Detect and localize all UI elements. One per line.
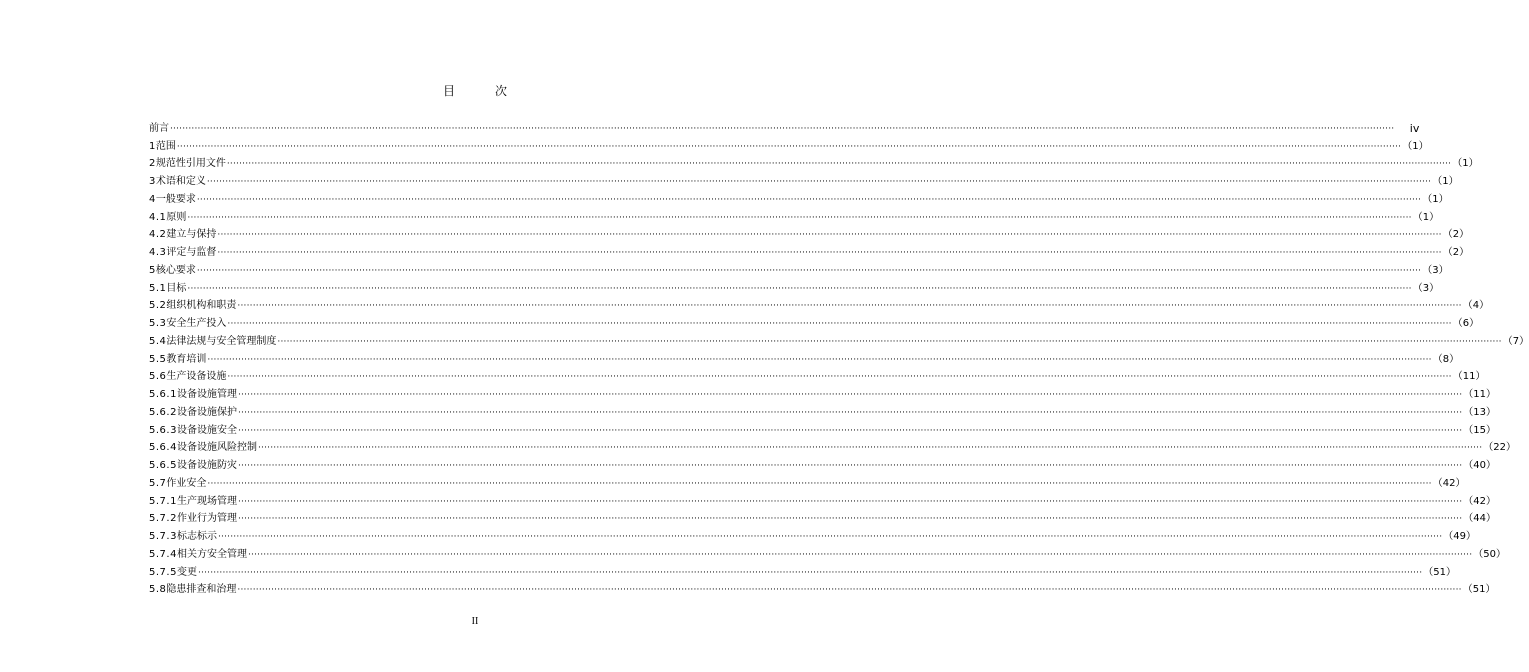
toc-entry-title: 标志标示 — [176, 531, 217, 542]
toc-entry-title: 设备设施防灾 — [176, 460, 237, 471]
toc-entry-title: 评定与监督 — [166, 247, 217, 258]
dot-leader: ················································································································································································································································································································································································································ — [217, 532, 1443, 542]
toc-entry-number: 5.4 — [149, 335, 167, 347]
toc-entry-number: 5.2 — [149, 300, 167, 312]
toc-entry-number: 5.7.2 — [149, 513, 177, 525]
toc-entry[interactable] — [149, 224, 1470, 242]
toc-entry[interactable] — [149, 206, 1440, 224]
toc-entry[interactable] — [149, 561, 1457, 579]
toc-entry-page: iv — [1409, 121, 1420, 135]
toc-entry-title: 前言 — [149, 122, 169, 134]
dot-leader: ················································································································································································································································································································································································································ — [227, 372, 1452, 383]
toc-entry-title: 隐患排查和治理 — [166, 584, 237, 596]
toc-entry-title: 相关方安全管理 — [176, 548, 247, 560]
toc-entry-number: 3 — [149, 176, 156, 187]
dot-leader: ················································································································································································································································································································································································································ — [257, 443, 1483, 454]
toc-entry[interactable] — [149, 135, 1429, 153]
toc-entry[interactable] — [149, 419, 1497, 437]
toc-entry[interactable] — [149, 383, 1497, 401]
toc-entry-page: （7） — [1502, 335, 1529, 347]
toc-entry-number: 5.7.3 — [149, 531, 177, 542]
dot-leader: ················································································································································································································································································································································································································ — [207, 478, 1432, 489]
toc-entry-number: 5.7.1 — [149, 495, 177, 507]
dot-leader: ················································································································································································································································································································································································································ — [237, 301, 1462, 312]
toc-entry-title: 变更 — [176, 566, 197, 578]
dot-leader: ················································································································································································································································································································································································································ — [170, 123, 1395, 134]
dot-leader: ················································································································································································································································································································································································································ — [237, 585, 1462, 596]
dot-leader: ················································································································································································································································································································································································································ — [227, 319, 1452, 329]
toc-entry-title: 术语和定义 — [155, 176, 206, 187]
toc-entry-page: （50） — [1473, 548, 1507, 560]
toc-entry-number: 5.6.3 — [149, 424, 177, 436]
dot-leader: ················································································································································································································································································································································································································ — [237, 461, 1463, 471]
toc-entry-page: （2） — [1442, 247, 1470, 258]
toc-entry-page: （40） — [1463, 460, 1497, 471]
toc-entry[interactable] — [149, 401, 1497, 419]
dot-leader: ················································································································································································································································································································································································································ — [237, 390, 1463, 400]
toc-entry[interactable] — [149, 508, 1497, 526]
dot-leader: ················································································································································································································································································································································································································ — [206, 177, 1432, 187]
toc-entry-number: 5.1 — [149, 282, 167, 294]
toc-entry[interactable] — [149, 579, 1496, 597]
toc-entry-number: 4.1 — [149, 211, 167, 223]
toc-entry-number: 2 — [149, 158, 156, 170]
toc-entry-title: 设备设施安全 — [176, 424, 237, 436]
toc-heading — [0, 82, 950, 99]
dot-leader: ················································································································································································································································································································································································································ — [187, 283, 1412, 294]
toc-entry-page: （15） — [1463, 424, 1497, 436]
dot-leader: ················································································································································································································································································································································································································ — [207, 354, 1432, 365]
toc-heading-left: 目 — [442, 84, 455, 98]
toc-entry-number: 5.7.5 — [149, 566, 177, 578]
dot-leader: ················································································································································································································································································································································································································ — [196, 194, 1422, 205]
toc-entry[interactable] — [149, 117, 1420, 135]
toc-entry-page: （44） — [1463, 513, 1497, 525]
dot-leader: ················································································································································································································································································································································································································ — [237, 407, 1463, 418]
toc-entry-number: 5.3 — [149, 318, 167, 329]
toc-entry-number: 1 — [149, 140, 156, 152]
toc-entry-page: （4） — [1462, 300, 1490, 312]
toc-entry-page: （1） — [1422, 193, 1449, 205]
toc-entry-title: 作业行为管理 — [176, 513, 237, 525]
toc-entry[interactable] — [149, 277, 1440, 295]
toc-entry[interactable] — [149, 472, 1466, 490]
toc-entry-page: （1） — [1412, 211, 1440, 223]
toc-entry-title: 法律法规与安全管理制度 — [166, 335, 277, 347]
toc-entry-title: 一般要求 — [155, 193, 196, 205]
toc-heading-right: 次 — [495, 84, 508, 98]
dot-leader: ················································································································································································································································································································································································································ — [226, 159, 1452, 170]
toc-entry[interactable] — [149, 490, 1497, 508]
toc-entry-title: 设备设施风险控制 — [176, 442, 257, 454]
toc-entry[interactable] — [149, 295, 1490, 313]
toc-entry-page: （3） — [1412, 282, 1440, 294]
toc-entry-page: （42） — [1432, 477, 1466, 489]
toc-entry-page: （51） — [1423, 566, 1457, 578]
toc-entry-page: （1） — [1452, 158, 1479, 170]
toc-entry-number: 4.2 — [149, 229, 167, 241]
dot-leader: ················································································································································································································································································································································································································ — [237, 514, 1463, 525]
toc-entry-title: 安全生产投入 — [166, 318, 227, 329]
toc-entry-title: 目标 — [166, 282, 187, 294]
toc-entry-page: （13） — [1463, 406, 1497, 418]
toc-entry[interactable] — [149, 312, 1480, 330]
toc-entry[interactable] — [149, 454, 1497, 472]
toc-entry-number: 5.6 — [149, 371, 167, 383]
toc-entry-number: 5.6.5 — [149, 460, 177, 471]
dot-leader: ················································································································································································································································································································································································································ — [237, 496, 1463, 507]
toc-entry-page: （1） — [1402, 140, 1429, 152]
toc-entry-number: 5.8 — [149, 584, 167, 596]
toc-entry-title: 设备设施管理 — [176, 389, 237, 400]
toc-entry-title: 规范性引用文件 — [155, 158, 226, 170]
toc-entry[interactable] — [149, 437, 1517, 455]
toc-entry-title: 范围 — [155, 140, 176, 152]
toc-entry-title: 作业安全 — [166, 477, 207, 489]
toc-entry-page: （2） — [1442, 229, 1470, 241]
toc-entry-page: （1） — [1432, 176, 1459, 187]
dot-leader: ················································································································································································································································································································································································································ — [217, 230, 1442, 241]
toc-entry-number: 5.7.4 — [149, 548, 177, 560]
toc-entry-title: 核心要求 — [155, 264, 196, 276]
table-of-contents — [149, 117, 1529, 596]
toc-entry[interactable] — [149, 188, 1449, 206]
toc-entry[interactable] — [149, 366, 1486, 384]
page-number: II — [471, 616, 479, 627]
toc-entry-number: 5.6.1 — [149, 389, 177, 400]
dot-leader: ················································································································································································································································································································································································································ — [237, 425, 1463, 436]
toc-entry-page: （6） — [1452, 318, 1480, 329]
toc-entry-number: 4.3 — [149, 247, 167, 258]
toc-entry[interactable] — [149, 170, 1459, 188]
toc-entry-title: 设备设施保护 — [176, 406, 237, 418]
toc-entry-title: 组织机构和职责 — [166, 300, 237, 312]
toc-entry-title: 教育培训 — [166, 353, 207, 365]
toc-entry[interactable] — [149, 330, 1529, 348]
dot-leader: ················································································································································································································································································································································································································ — [196, 265, 1422, 276]
toc-entry[interactable] — [149, 241, 1470, 259]
dot-leader: ················································································································································································································································································································································································································ — [277, 336, 1502, 347]
toc-entry-title: 生产设备设施 — [166, 371, 227, 383]
toc-entry[interactable] — [149, 525, 1477, 543]
toc-entry[interactable] — [149, 543, 1507, 561]
toc-entry-number: 4 — [149, 193, 156, 205]
toc-entry-title: 建立与保持 — [166, 229, 217, 241]
dot-leader: ················································································································································································································································································································································································································ — [176, 141, 1402, 152]
toc-entry-number: 5.7 — [149, 477, 167, 489]
toc-entry-page: （49） — [1443, 531, 1477, 542]
toc-entry-page: （11） — [1463, 389, 1497, 400]
toc-entry-number: 5 — [149, 264, 156, 276]
toc-entry[interactable] — [149, 259, 1449, 277]
toc-entry-page: （42） — [1463, 495, 1497, 507]
toc-entry-page: （11） — [1452, 371, 1486, 383]
dot-leader: ················································································································································································································································································································································································································ — [197, 567, 1423, 578]
dot-leader: ················································································································································································································································································································································································································ — [217, 248, 1442, 258]
toc-entry-page: （3） — [1422, 264, 1449, 276]
toc-entry[interactable] — [149, 348, 1460, 366]
toc-entry-title: 生产现场管理 — [176, 495, 237, 507]
toc-entry-page: （51） — [1462, 584, 1496, 596]
toc-entry-number: 5.6.2 — [149, 406, 177, 418]
dot-leader: ················································································································································································································································································································································································································ — [187, 212, 1412, 223]
toc-entry-page: （22） — [1483, 442, 1517, 454]
dot-leader: ················································································································································································································································································································································································································ — [247, 549, 1473, 560]
toc-entry-page: （8） — [1432, 353, 1460, 365]
toc-entry-number: 5.6.4 — [149, 442, 177, 454]
toc-entry-title: 原则 — [166, 211, 187, 223]
toc-entry[interactable] — [149, 153, 1479, 171]
toc-entry-number: 5.5 — [149, 353, 167, 365]
